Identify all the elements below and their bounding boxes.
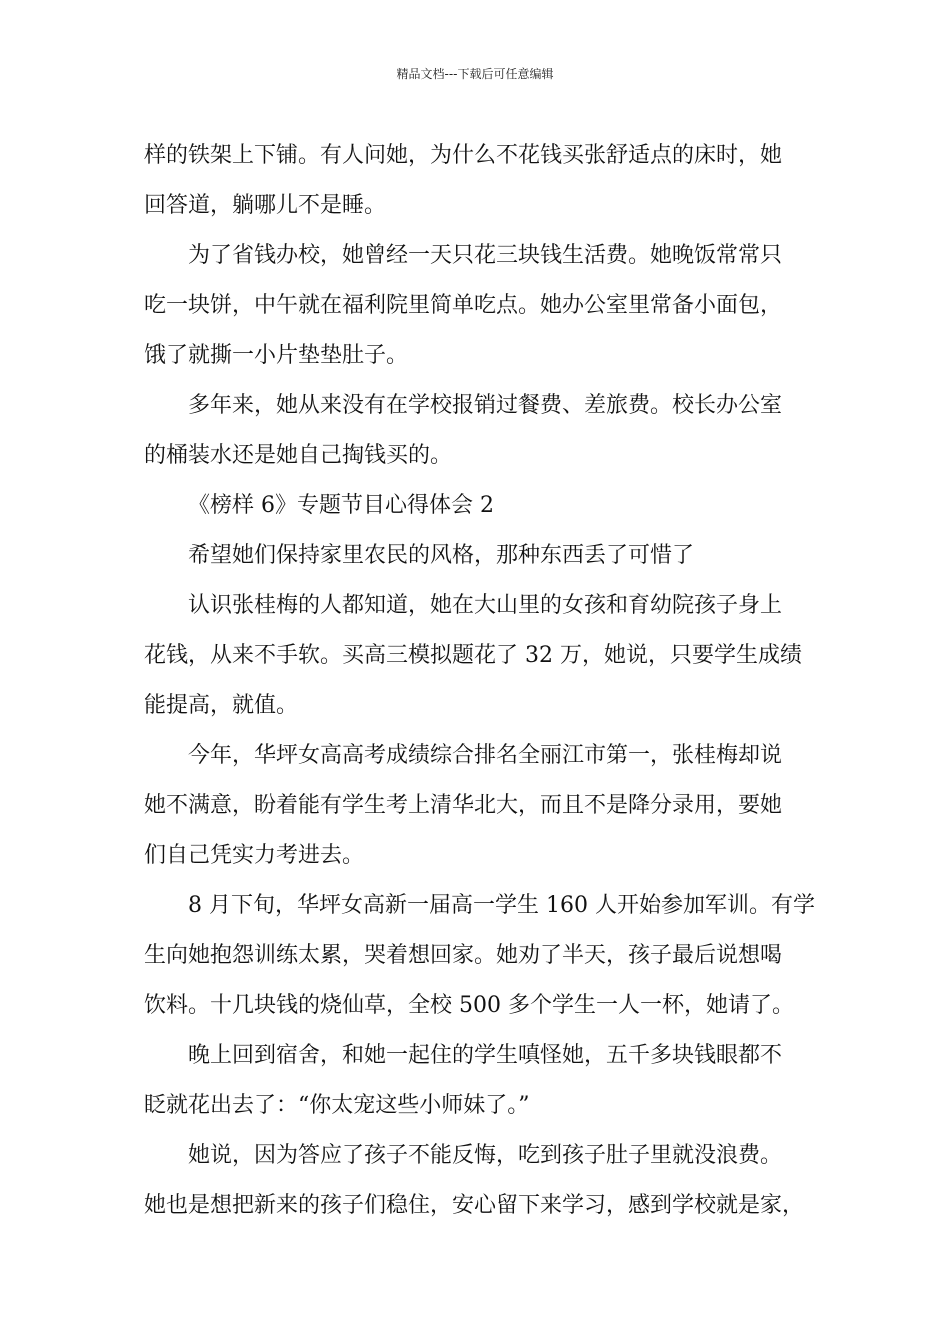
- text-line: 今年，华坪女高高考成绩综合排名全丽江市第一，张桂梅却说: [188, 743, 783, 768]
- text-line: 饮料。十几块钱的烧仙草，全校 500 多个学生一人一杯，她请了。: [144, 993, 794, 1018]
- text-line: 认识张桂梅的人都知道，她在大山里的女孩和育幼院孩子身上: [188, 593, 783, 618]
- text-line: 能提高，就值。: [144, 693, 299, 718]
- document-body: [144, 131, 815, 1231]
- paragraph: [144, 131, 810, 231]
- text-line: 回答道，躺哪儿不是睡。: [144, 193, 387, 218]
- text-line: 多年来，她从来没有在学校报销过餐费、差旅费。校长办公室: [188, 393, 783, 418]
- text-line: 《榜样 6》专题节目心得体会 2: [188, 493, 494, 518]
- paragraph: [144, 381, 810, 481]
- text-line: 她不满意，盼着能有学生考上清华北大，而且不是降分录用，要她: [144, 793, 783, 818]
- text-line: 她也是想把新来的孩子们稳住，安心留下来学习，感到学校就是家，: [144, 1193, 805, 1218]
- paragraph: [144, 1131, 810, 1231]
- text-line: 眨就花出去了：“你太宠这些小师妹了。”: [144, 1093, 530, 1118]
- text-line: 们自己凭实力考进去。: [144, 843, 365, 868]
- text-line: 花钱，从来不手软。买高三模拟题花了 32 万，她说，只要学生成绩: [144, 643, 802, 668]
- paragraph: [144, 481, 810, 531]
- text-line: 的桶装水还是她自己掏钱买的。: [144, 443, 453, 468]
- text-line: 她说，因为答应了孩子不能反悔，吃到孩子肚子里就没浪费。: [188, 1143, 783, 1168]
- paragraph: [144, 881, 815, 1031]
- paragraph: [144, 531, 810, 581]
- text-line: 饿了就撕一小片垫垫肚子。: [144, 343, 409, 368]
- text-line: 生向她抱怨训练太累，哭着想回家。她劝了半天，孩子最后说想喝: [144, 943, 783, 968]
- paragraph: [144, 1031, 810, 1131]
- paragraph: [144, 731, 810, 881]
- text-line: 8 月下旬，华坪女高新一届高一学生 160 人开始参加军训。有学: [188, 893, 815, 918]
- paragraph: [144, 231, 810, 381]
- text-line: 希望她们保持家里农民的风格，那种东西丢了可惜了: [188, 543, 695, 568]
- text-line: 晚上回到宿舍，和她一起住的学生嗔怪她，五千多块钱眼都不: [188, 1043, 783, 1068]
- text-line: 样的铁架上下铺。有人问她，为什么不花钱买张舒适点的床时，她: [144, 143, 783, 168]
- text-line: 吃一块饼，中午就在福利院里简单吃点。她办公室里常备小面包，: [144, 293, 783, 318]
- paragraph: [144, 581, 810, 731]
- page-header: 精品文档---下载后可任意编辑: [396, 67, 554, 81]
- text-line: 为了省钱办校，她曾经一天只花三块钱生活费。她晚饭常常只: [188, 243, 783, 268]
